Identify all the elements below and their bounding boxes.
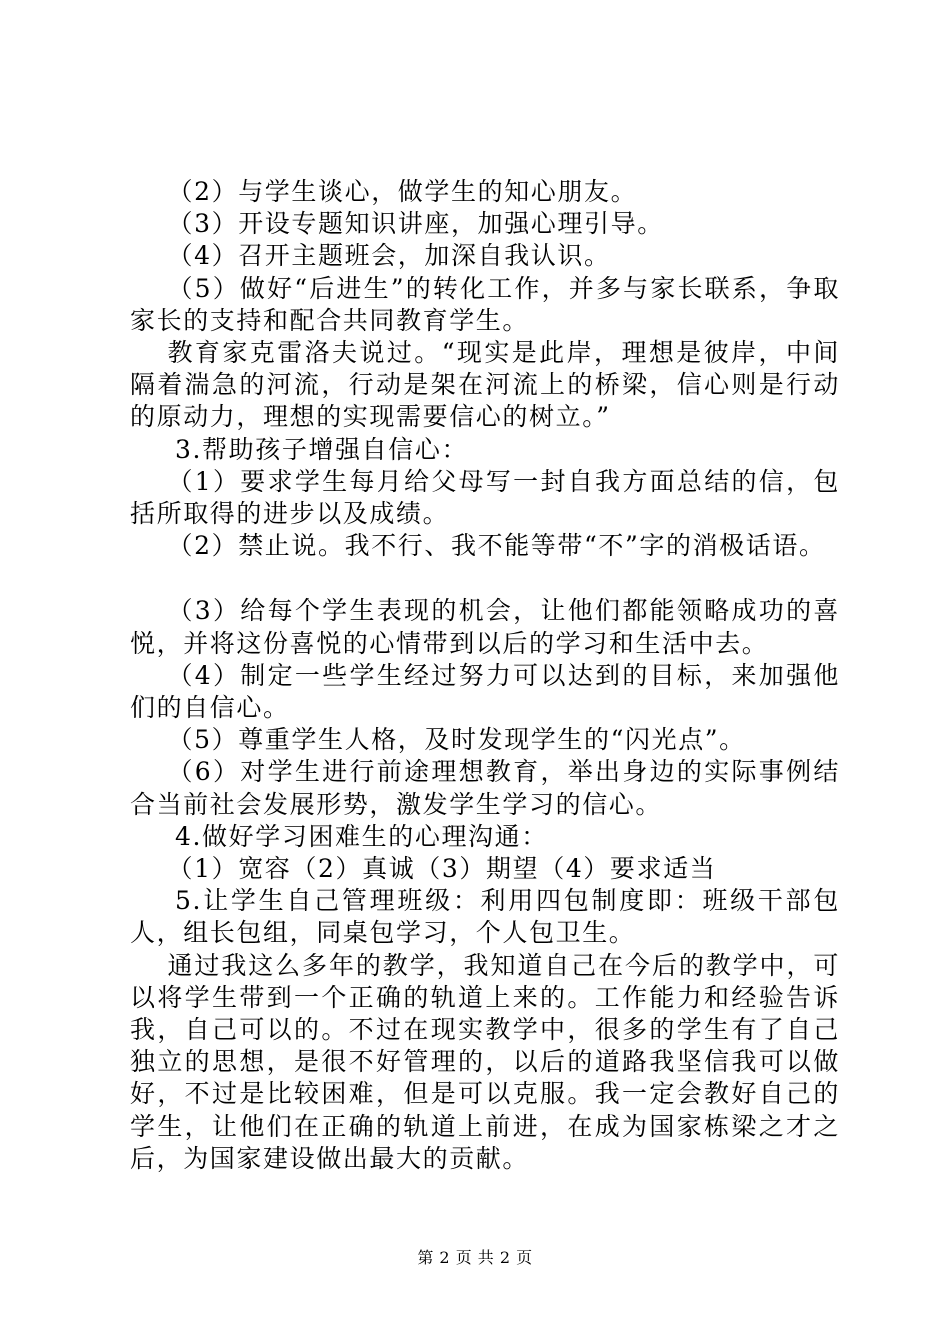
section-heading-self-management: 5.让学生自己管理班级：利用四包制度即：班级干部包人，组长包组，同桌包学习，个人包卫生。 bbox=[130, 886, 840, 948]
paragraph-quote: 教育家克雷洛夫说过。“现实是此岸，理想是彼岸，中间隔着湍急的河流，行动是架在河流上的桥梁，信心则是行动的原动力，理想的实现需要信心的树立。” bbox=[130, 338, 840, 432]
paragraph-no-negative-words: （2）禁止说。我不行、我不能等带“不”字的消极话语。 bbox=[167, 531, 826, 561]
document-body bbox=[130, 176, 840, 1175]
paragraph-ideals-education: （6）对学生进行前途理想教育，举出身边的实际事例结合当前社会发展形势，激发学生学习的信心。 bbox=[130, 757, 840, 819]
paragraph-monthly-letter: （1）要求学生每月给父母写一封自我方面总结的信，包括所取得的进步以及成绩。 bbox=[130, 466, 840, 529]
section-heading-confidence: 3.帮助孩子增强自信心： bbox=[175, 434, 469, 464]
paragraph-chances-to-shine: （3）给每个学生表现的机会，让他们都能领略成功的喜悦，并将这份喜悦的心情带到以后的学习和生活中去。 bbox=[130, 596, 840, 658]
paragraph-achievable-goals: （4）制定一些学生经过努力可以达到的目标，来加强他们的自信心。 bbox=[130, 660, 840, 723]
paragraph-conclusion: 通过我这么多年的教学，我知道自己在今后的教学中，可以将学生带到一个正确的轨道上来的。工作能力和经验告诉我，自己可以的。不过在现实教学中，很多的学生有了自己独立的思想，是很不好管理的，以后的道路我坚信我可以做好，不过是比较困难，但是可以克服。我一定会教好自己的学生，让他们在正确的轨道上前进，在成为国家栋梁之才之后，为国家建设做出最大的贡献。 bbox=[130, 950, 840, 1173]
section-heading-communication: 4.做好学习困难生的心理沟通： bbox=[175, 821, 548, 851]
paragraph-parent-contact: （5）做好“后进生”的转化工作，并多与家长联系，争取家长的支持和配合共同教育学生。 bbox=[130, 273, 840, 335]
paragraph-respect: （5）尊重学生人格，及时发现学生的“闪光点”。 bbox=[167, 725, 746, 755]
paragraph-class-meeting: （4）召开主题班会，加深自我认识。 bbox=[167, 241, 611, 271]
paragraph-talk-with-students: （2）与学生谈心，做学生的知心朋友。 bbox=[167, 177, 638, 206]
page-number-footer: 第 2 页 共 2 页 bbox=[417, 1248, 533, 1267]
paragraph-four-attitudes: （1）宽容（2）真诚（3）期望（4）要求适当 bbox=[167, 854, 717, 884]
paragraph-lectures: （3）开设专题知识讲座，加强心理引导。 bbox=[167, 209, 664, 239]
